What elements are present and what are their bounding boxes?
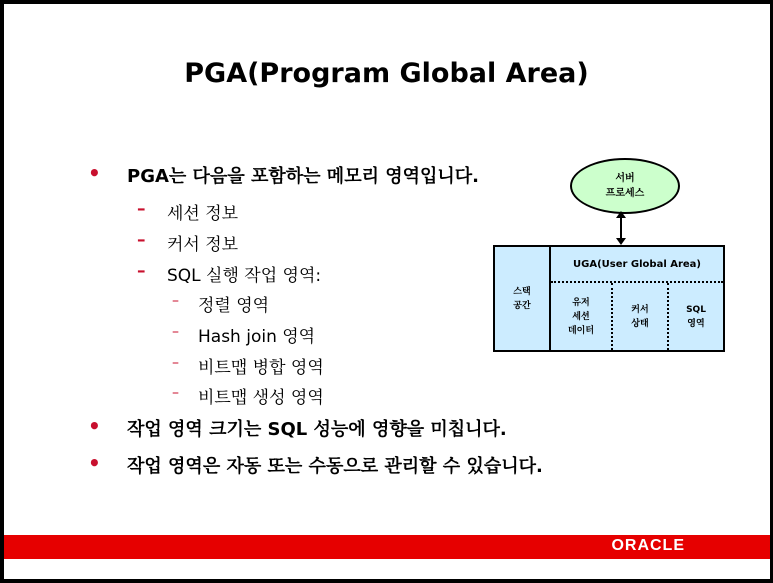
sub-sub-bullet-text: 비트맵 생성 영역 xyxy=(198,388,324,408)
sub-bullet-text: 커서 정보 xyxy=(167,235,239,255)
pga-diagram xyxy=(493,245,725,352)
dash-icon: – xyxy=(172,324,179,340)
sub-bullet-text: SQL 실행 작업 영역: xyxy=(167,266,322,286)
dash-icon: – xyxy=(137,230,146,250)
stack-label-line1: 스택 xyxy=(513,286,531,297)
sql-line2: 영역 xyxy=(687,318,705,329)
sub-sub-bullet-text: 비트맵 병합 영역 xyxy=(198,358,324,378)
slide-border-bottom xyxy=(0,579,773,583)
server-process-node xyxy=(570,158,680,214)
sub-sub-bullet-text: Hash join 영역 xyxy=(198,327,316,347)
user-session-line1: 유저 xyxy=(572,297,590,308)
server-label-line1: 서버 xyxy=(615,173,635,184)
sql-line1: SQL xyxy=(686,304,706,315)
sql-area-cell xyxy=(669,283,723,350)
bullet-text: PGA는 다음을 포함하는 메모리 영역입니다. xyxy=(127,166,480,187)
slide-title: PGA(Program Global Area) xyxy=(184,58,589,89)
server-label-line2: 프로세스 xyxy=(605,188,645,199)
uga-title: UGA(User Global Area) xyxy=(573,258,701,270)
arrow-down-icon xyxy=(616,238,626,245)
dash-icon: – xyxy=(172,293,179,309)
oracle-logo: ORACLE xyxy=(611,537,685,554)
bullet-dot-icon: • xyxy=(88,161,101,185)
bullet-dot-icon: • xyxy=(88,414,101,438)
bullet-dot-icon: • xyxy=(88,451,101,475)
dash-icon: – xyxy=(137,261,146,281)
slide-border-top xyxy=(0,0,773,4)
user-session-data-cell xyxy=(551,283,611,350)
cursor-line2: 상태 xyxy=(631,318,649,329)
arrow-up-icon xyxy=(616,211,626,218)
bullet-text: 작업 영역은 자동 또는 수동으로 관리할 수 있습니다. xyxy=(127,456,543,477)
sub-sub-bullet-text: 정렬 영역 xyxy=(198,296,270,316)
user-session-line3: 데이터 xyxy=(567,325,595,336)
stack-space-cell xyxy=(495,247,551,350)
dash-icon: – xyxy=(172,385,179,401)
dash-icon: – xyxy=(172,355,179,371)
stack-label-line2: 공간 xyxy=(513,300,531,311)
cursor-state-cell xyxy=(613,283,667,350)
bullet-text: 작업 영역 크기는 SQL 성능에 영향을 미칩니다. xyxy=(127,419,507,440)
sub-bullet-text: 세션 정보 xyxy=(167,204,239,224)
dash-icon: – xyxy=(137,199,146,219)
cursor-line1: 커서 xyxy=(631,304,649,315)
user-session-line2: 세션 xyxy=(572,311,590,322)
